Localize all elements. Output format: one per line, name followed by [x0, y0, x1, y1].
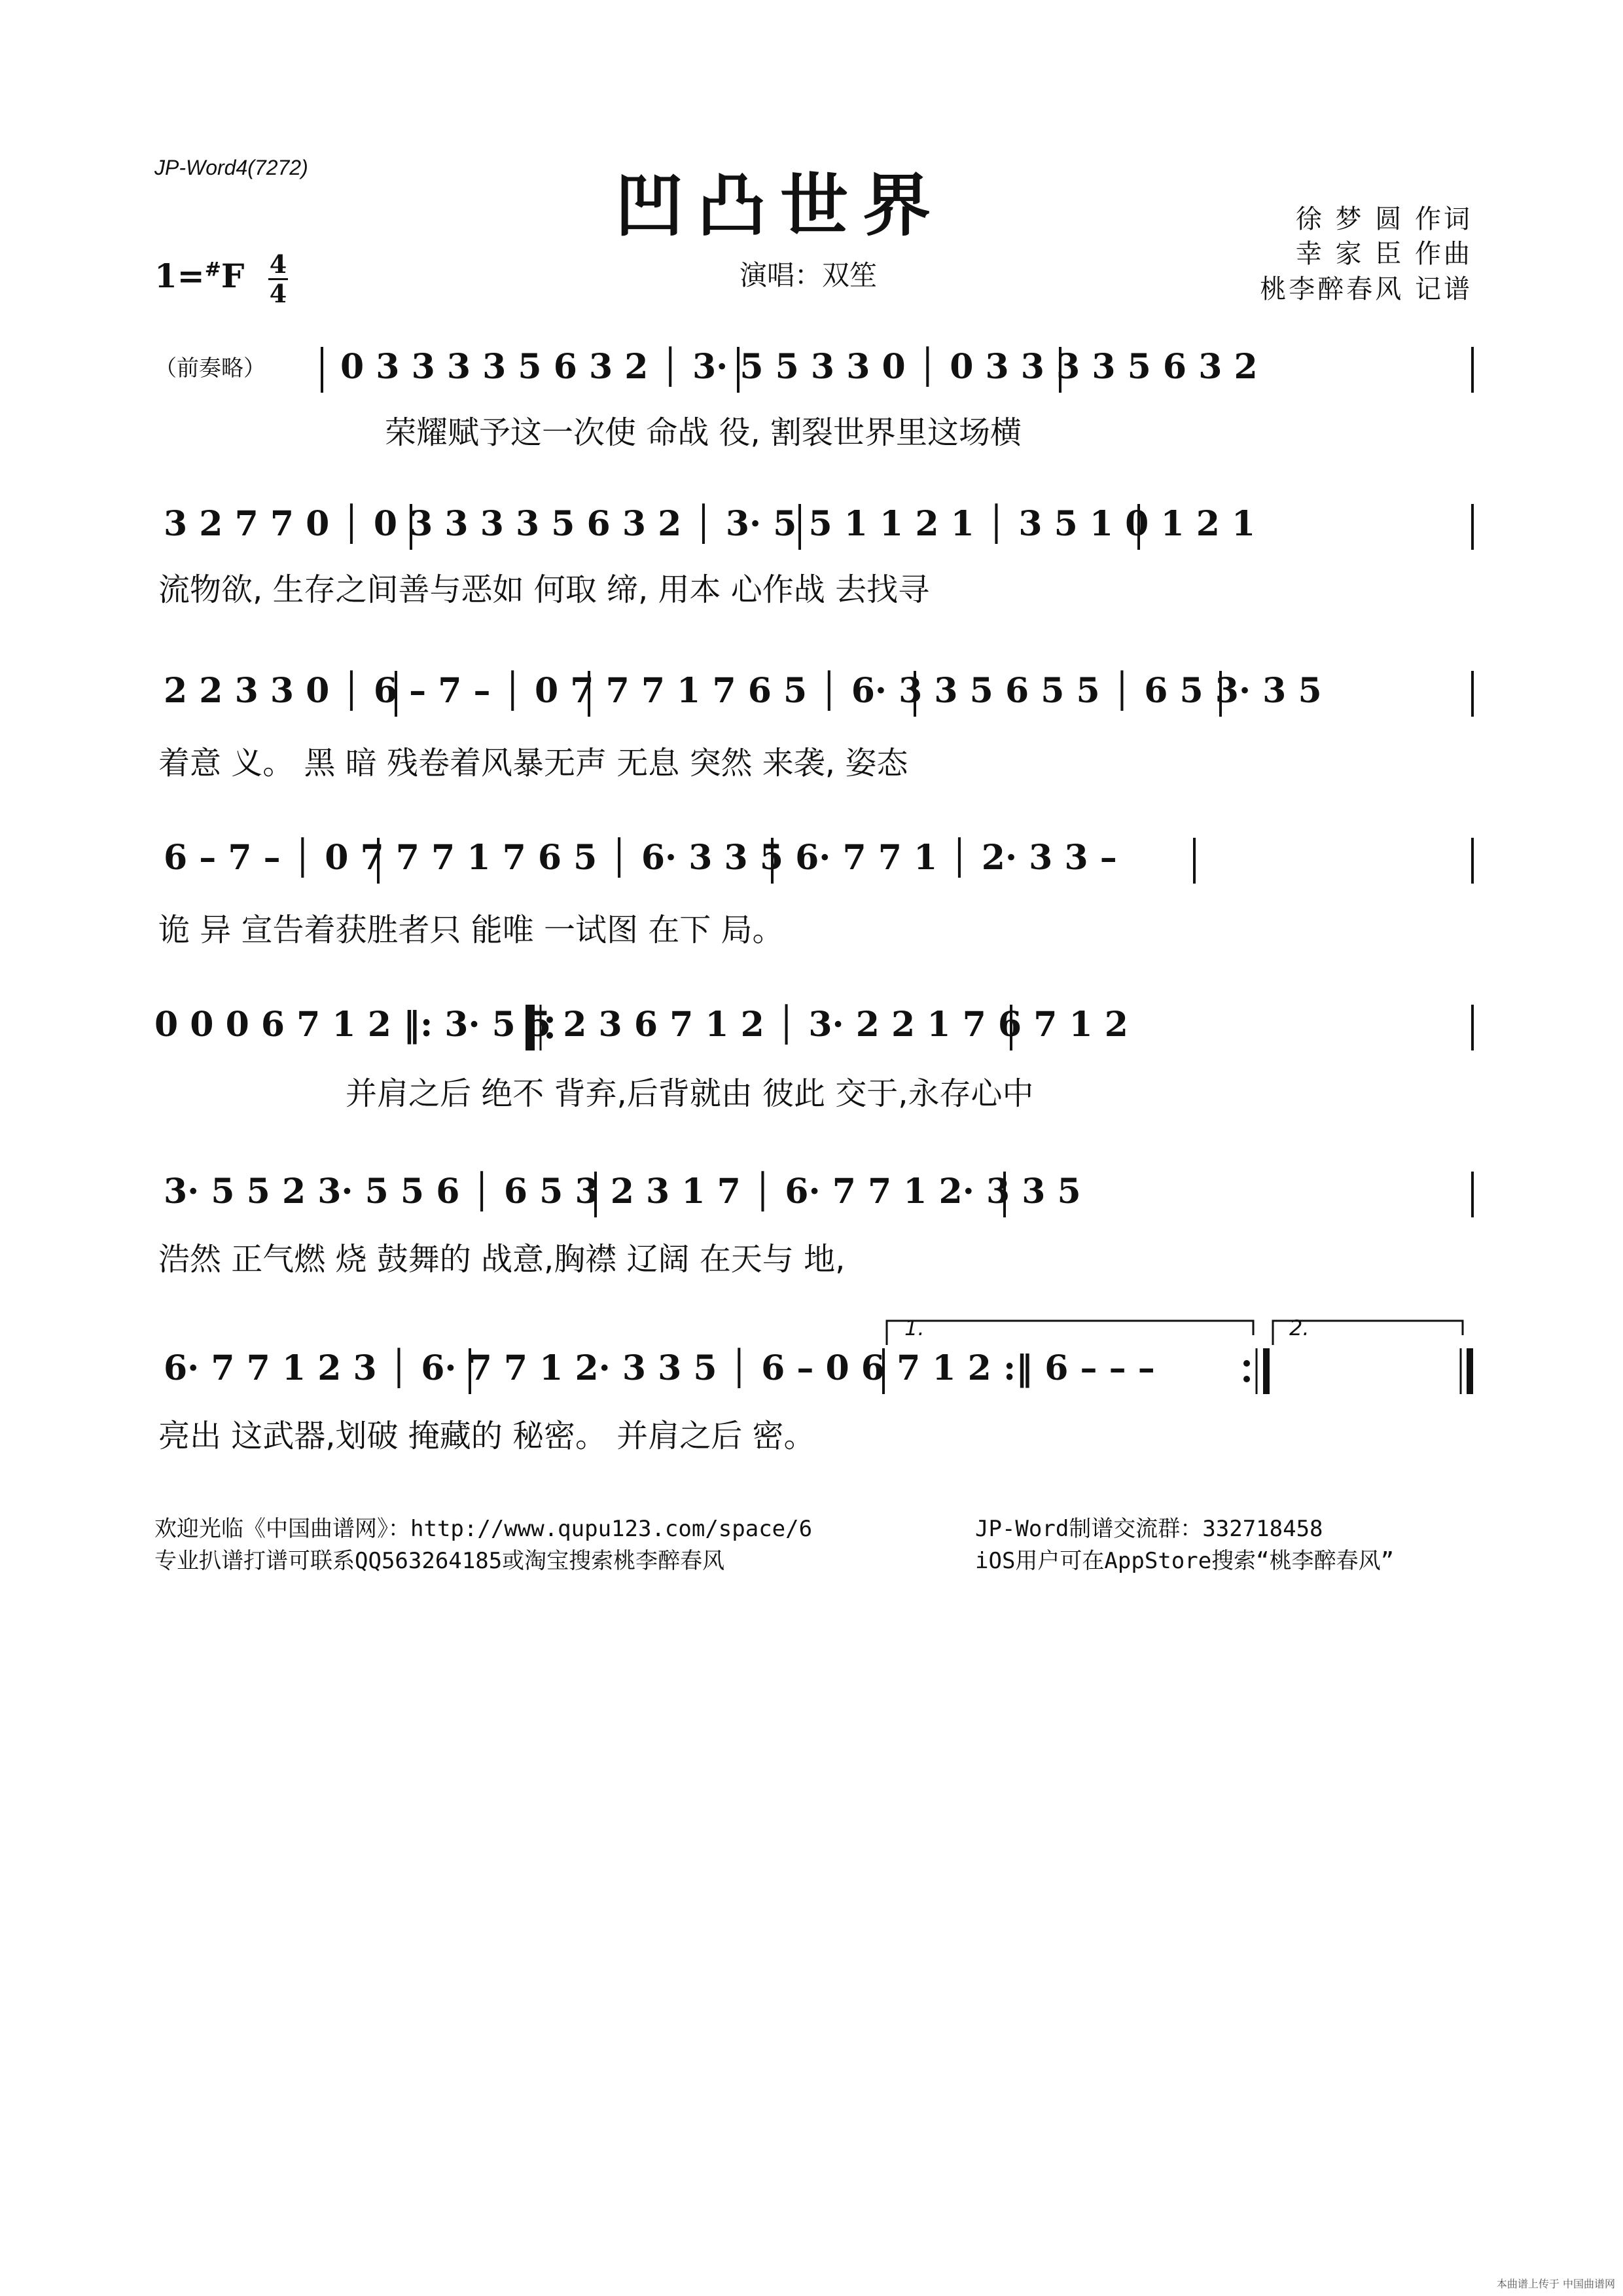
music-row-3: 2 2 3 3 0 │ 6 – 7 – │ 0 7 7 7 1 7 6 5 │ 6· 3 3 5 6 5 5 │ 6 5 3· 3 5 — [164, 671, 1322, 711]
lyric-row-7: 亮出 这武器,划破 掩藏的 秘密。 并肩之后 密。 — [158, 1418, 815, 1454]
lyric-row-2: 流物欲, 生存之间善与恶如 何取 缔, 用本 心作战 去找寻 — [158, 571, 930, 608]
time-top: 4 — [269, 249, 287, 279]
lyric-row-1: 荣耀赋予这一次使 命战 役, 割裂世界里这场横 — [385, 414, 1022, 451]
volta-1-label: 1. — [904, 1316, 925, 1340]
footer-group: JP-Word制谱交流群：332718458 — [975, 1516, 1323, 1542]
footer-contact: 专业扒谱打谱可联系QQ563264185或淘宝搜索桃李醉春风 — [154, 1548, 725, 1574]
upload-stamp: 本曲谱上传于 中国曲谱网 — [1496, 2278, 1615, 2290]
music-row-2: 3 2 7 7 0 │ 0 3 3 3 3 5 6 3 2 │ 3· 5 5 1 1 2 1 │ 3 5 1 0 1 2 1 — [164, 504, 1256, 544]
singer-line: 演唱：双笙 — [740, 259, 878, 291]
footer-ios: iOS用户可在AppStore搜索“桃李醉春风” — [975, 1548, 1395, 1574]
song-title: 凹凸世界 — [615, 165, 946, 245]
music-row-4: 6 – 7 – │ 0 7 7 7 1 7 6 5 │ 6· 3 3 5 6· 7 7 1 │ 2· 3 3 – — [164, 838, 1117, 878]
music-row-5: 0 0 0 6 7 1 2 ‖: 3· 5 5 2 3 6 7 1 2 │ 3· 2 2 1 7 6 7 1 2 — [154, 1005, 1128, 1045]
music-row-7: 6· 7 7 1 2 3 │ 6· 7 7 1 2· 3 3 5 │ 6 – 0 6 7 1 2 :‖ 6 – – – — [164, 1348, 1155, 1388]
time-bottom: 4 — [269, 279, 287, 308]
app-identifier: JP-Word4(7272) — [154, 156, 308, 179]
lyric-row-3: 着意 义。 黑 暗 残卷着风暴无声 无息 突然 来袭, 姿态 — [158, 745, 908, 781]
lyric-row-5: 并肩之后 绝不 背弃,后背就由 彼此 交于,永存心中 — [346, 1075, 1034, 1112]
volta-2-label: 2. — [1289, 1316, 1310, 1340]
footer-site-link[interactable]: 欢迎光临《中国曲谱网》：http://www.qupu123.com/space/6 — [154, 1516, 813, 1542]
music-row-6: 3· 5 5 2 3· 5 5 6 │ 6 5 3 2 3 1 7 │ 6· 7 7 1 2· 3 3 5 — [164, 1172, 1081, 1211]
credit-composer: 幸 家 臣 作曲 — [1295, 239, 1472, 269]
credit-lyricist: 徐 梦 圆 作词 — [1295, 204, 1472, 234]
key-sharp: # — [204, 258, 221, 281]
credit-transcriber: 桃李醉春风 记谱 — [1260, 274, 1472, 304]
intro-note: （前奏略） — [154, 355, 266, 382]
music-row-1: 0 3 3 3 3 5 6 3 2 │ 3· 5 5 3 3 0 │ 0 3 3 3 3 5 6 3 2 — [340, 347, 1258, 387]
lyric-row-4: 诡 异 宣告着获胜者只 能唯 一试图 在下 局。 — [158, 912, 784, 948]
lyric-row-6: 浩然 正气燃 烧 鼓舞的 战意,胸襟 辽阔 在天与 地, — [158, 1241, 846, 1278]
key-note: F — [221, 257, 245, 295]
key-prefix: 1= — [154, 257, 205, 295]
